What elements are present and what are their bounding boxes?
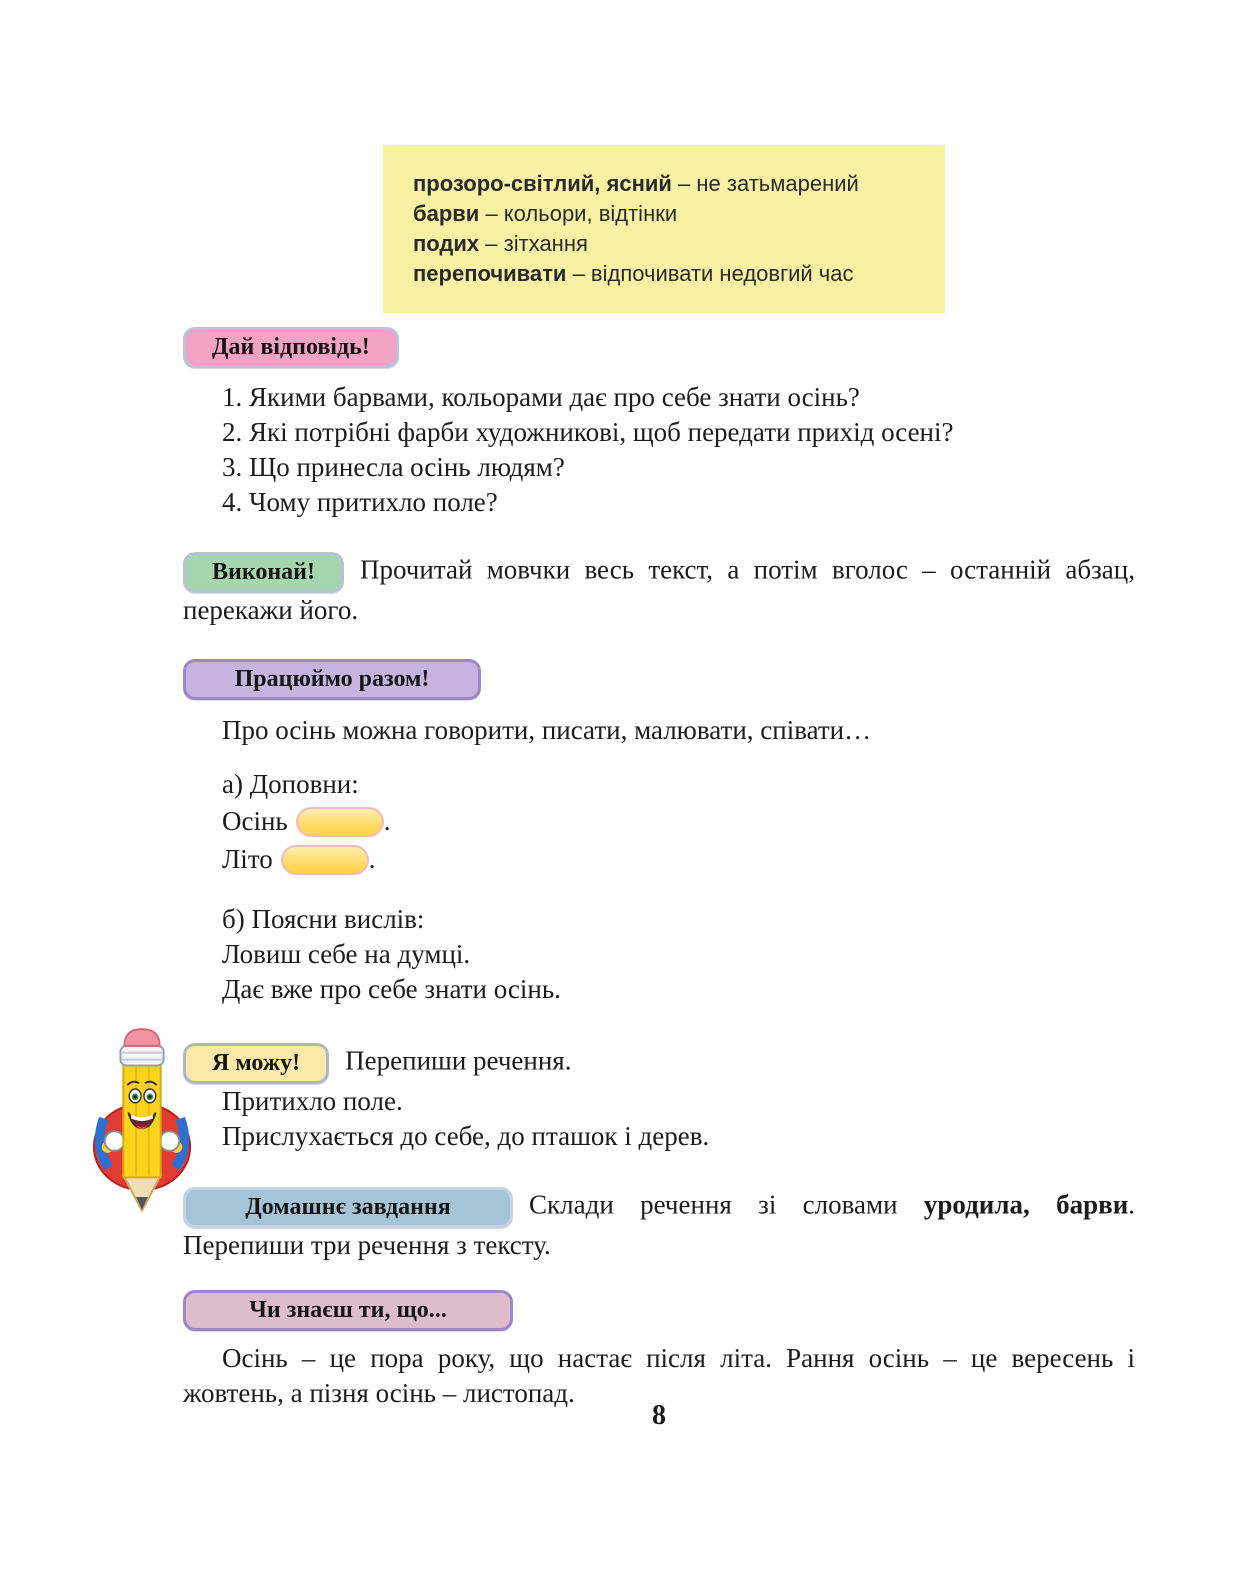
vocab-definition: – відпочивати недовгий час: [572, 261, 854, 286]
section-together: [183, 659, 1135, 700]
do-badge: Виконай!: [183, 552, 344, 593]
answer-blank: [296, 807, 384, 837]
question-item: 2. Які потрібні фарби художникові, щоб передати прихід осені?: [222, 417, 954, 447]
section-answer: [183, 327, 1135, 368]
homework-period: .: [1128, 1189, 1136, 1220]
copy-sentence: Прислухається до себе, до пташок і дерев.: [222, 1121, 710, 1151]
vocabulary-box: [383, 145, 945, 313]
fact-badge: Чи знаєш ти, що...: [183, 1290, 513, 1331]
together-badge: Працюймо разом!: [183, 659, 481, 700]
fill-row: [183, 802, 1135, 840]
vocab-term: подих: [413, 231, 480, 256]
vocab-definition: – не затьмарений: [678, 171, 859, 196]
copy-sentence: Притихло поле.: [222, 1086, 403, 1116]
task-b-label: б) Поясни вислів:: [222, 904, 425, 934]
i-can-instruction: Перепиши речення.: [345, 1045, 572, 1076]
homework-line2: Перепиши три речення з тексту.: [183, 1230, 551, 1260]
question-item: 3. Що принесла осінь людям?: [222, 452, 565, 482]
homework-bold-words: уродила, барви: [923, 1189, 1129, 1220]
section-i-can: [183, 1043, 1135, 1084]
homework-text: Склади речення зі словами: [529, 1189, 898, 1220]
page-number: 8: [652, 1400, 666, 1431]
vocab-definition: – кольори, відтінки: [485, 201, 678, 226]
vocab-entry: [413, 259, 925, 289]
question-item: 4. Чому притихло поле?: [222, 487, 498, 517]
phrase-line: Дає вже про себе знати осінь.: [222, 974, 561, 1004]
section-fact: [183, 1290, 1135, 1331]
vocab-term: барви: [413, 201, 480, 226]
vocab-entry: [413, 169, 925, 199]
question-item: 1. Якими барвами, кольорами дає про себе знати осінь?: [222, 382, 860, 412]
vocab-entry: [413, 229, 925, 259]
answer-badge: Дай відповідь!: [183, 327, 399, 368]
vocab-term: перепочивати: [413, 261, 567, 286]
phrase-line: Ловиш себе на думці.: [222, 939, 471, 969]
vocab-term: прозоро-світлий, ясний: [413, 171, 672, 196]
homework-badge: Домашнє завдання: [183, 1187, 513, 1228]
vocab-definition: – зітхання: [485, 231, 588, 256]
fill-period: .: [383, 806, 391, 836]
question-list: [183, 380, 1135, 520]
pencil-mascot-icon: [88, 1022, 196, 1214]
task-a-label: а) Доповни:: [222, 769, 359, 799]
section-homework: [183, 1187, 1135, 1263]
fill-word: Літо: [222, 844, 273, 874]
fill-period: .: [368, 844, 376, 874]
section-do: [183, 552, 1135, 628]
together-intro: Про осінь можна говорити, писати, малювати, співати…: [222, 715, 872, 745]
fill-row: [183, 840, 1135, 878]
do-instruction: Прочитай мовчки весь текст, а потім вголос – останній абзац, перекажи його.: [183, 554, 1135, 625]
answer-blank: [281, 845, 369, 875]
i-can-badge: Я можу!: [183, 1043, 329, 1084]
fill-word: Осінь: [222, 806, 288, 836]
vocab-entry: [413, 199, 925, 229]
fact-text: Осінь – це пора року, що настає після літа. Рання осінь – це вересень і жовтень, а пізня осінь – листопад.: [183, 1343, 1135, 1408]
